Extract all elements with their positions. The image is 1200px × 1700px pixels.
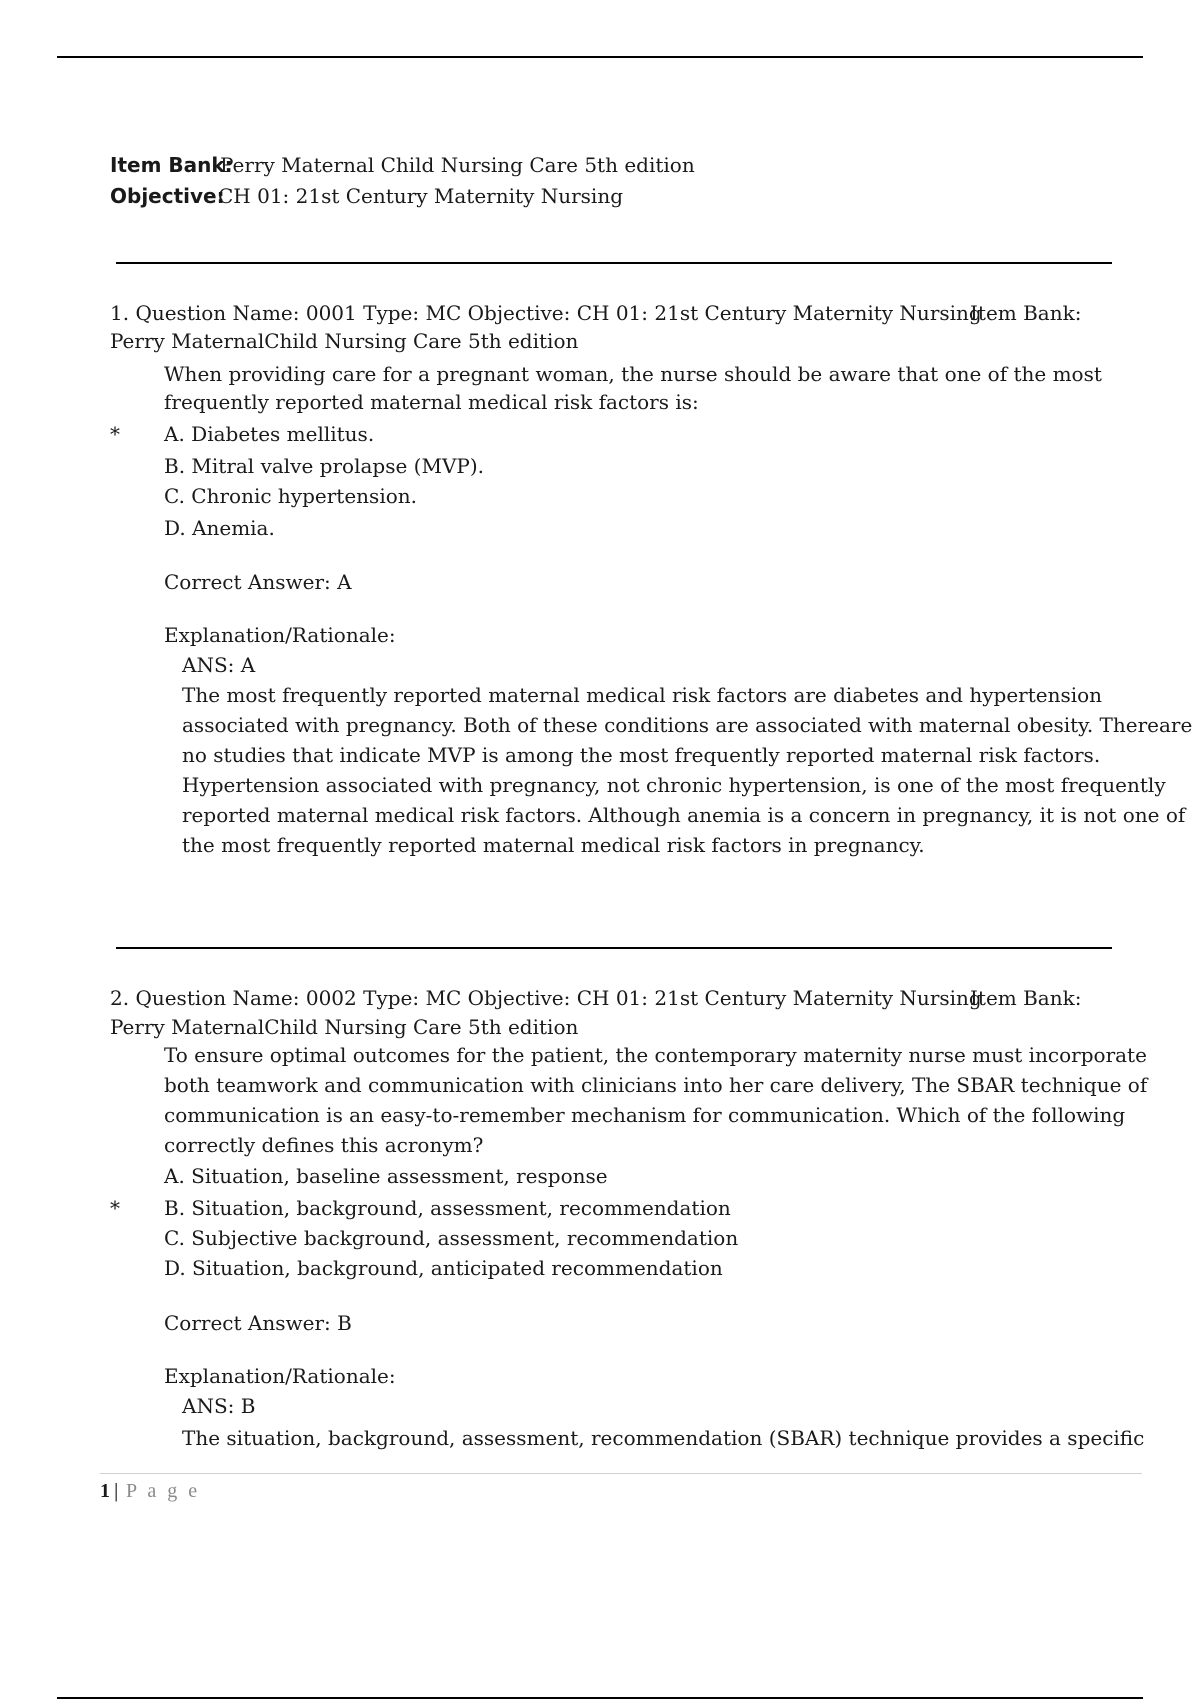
rationale-line: The most frequently reported maternal medical risk factors are diabetes and hypertension: [182, 683, 1103, 707]
objective-label: Objective:: [110, 184, 225, 208]
bottom-rule: [57, 1697, 1143, 1699]
question-stem-line: When providing care for a pregnant woman, the nurse should be aware that one of the most: [164, 362, 1102, 386]
question-item-bank-tag: Item Bank:: [970, 986, 1082, 1010]
question-meta: 1. Question Name: 0001 Type: MC Objective: CH 01: 21st Century Maternity Nursing: [110, 301, 982, 325]
objective-value: CH 01: 21st Century Maternity Nursing: [218, 184, 623, 208]
section-divider: [116, 262, 1112, 264]
rationale-line: no studies that indicate MVP is among the most frequently reported maternal risk factors.: [182, 743, 1101, 767]
question-item-bank-tag: Item Bank:: [970, 301, 1082, 325]
answer-key: ANS: A: [182, 653, 256, 677]
question-stem-line: frequently reported maternal medical risk factors is:: [164, 390, 699, 414]
answer-option: A. Diabetes mellitus.: [164, 422, 375, 446]
correct-marker: *: [110, 422, 120, 446]
footer-rule: [100, 1473, 1142, 1474]
question-stem-line: communication is an easy-to-remember mechanism for communication. Which of the following: [164, 1103, 1126, 1127]
correct-answer: Correct Answer: B: [164, 1311, 352, 1335]
answer-option: D. Anemia.: [164, 516, 275, 540]
question-stem-line: correctly defines this acronym?: [164, 1133, 484, 1157]
rationale-line: The situation, background, assessment, recommendation (SBAR) technique provides a specific: [182, 1426, 1145, 1450]
question-stem-line: both teamwork and communication with clinicians into her care delivery, The SBAR technique of: [164, 1073, 1148, 1097]
explanation-label: Explanation/Rationale:: [164, 1364, 396, 1388]
answer-option: C. Subjective background, assessment, recommendation: [164, 1226, 739, 1250]
item-bank-label: Item Bank:: [110, 153, 233, 177]
question-meta-continued: Perry MaternalChild Nursing Care 5th edition: [110, 329, 579, 353]
top-rule: [57, 56, 1143, 58]
rationale-line: reported maternal medical risk factors. Although anemia is a concern in pregnancy, it is not one of: [182, 803, 1186, 827]
answer-key: ANS: B: [182, 1394, 256, 1418]
page-separator: |: [114, 1480, 119, 1502]
section-divider: [116, 947, 1112, 949]
question-meta: 2. Question Name: 0002 Type: MC Objective: CH 01: 21st Century Maternity Nursing: [110, 986, 982, 1010]
rationale-line: associated with pregnancy. Both of these conditions are associated with maternal obesity. Thereare: [182, 713, 1193, 737]
explanation-label: Explanation/Rationale:: [164, 623, 396, 647]
correct-answer: Correct Answer: A: [164, 570, 352, 594]
rationale-line: Hypertension associated with pregnancy, not chronic hypertension, is one of the most frequently: [182, 773, 1166, 797]
answer-option: B. Situation, background, assessment, recommendation: [164, 1196, 731, 1220]
page-label: P a g e: [126, 1480, 201, 1502]
rationale-line: the most frequently reported maternal medical risk factors in pregnancy.: [182, 833, 925, 857]
answer-option: D. Situation, background, anticipated recommendation: [164, 1256, 723, 1280]
answer-option: B. Mitral valve prolapse (MVP).: [164, 454, 484, 478]
question-stem-line: To ensure optimal outcomes for the patient, the contemporary maternity nurse must incorporate: [164, 1043, 1147, 1067]
question-meta-continued: Perry MaternalChild Nursing Care 5th edition: [110, 1015, 579, 1039]
correct-marker: *: [110, 1196, 120, 1220]
answer-option: A. Situation, baseline assessment, response: [164, 1164, 608, 1188]
item-bank-value: Perry Maternal Child Nursing Care 5th edition: [220, 153, 695, 177]
answer-option: C. Chronic hypertension.: [164, 484, 417, 508]
page-number: 1: [100, 1480, 110, 1502]
